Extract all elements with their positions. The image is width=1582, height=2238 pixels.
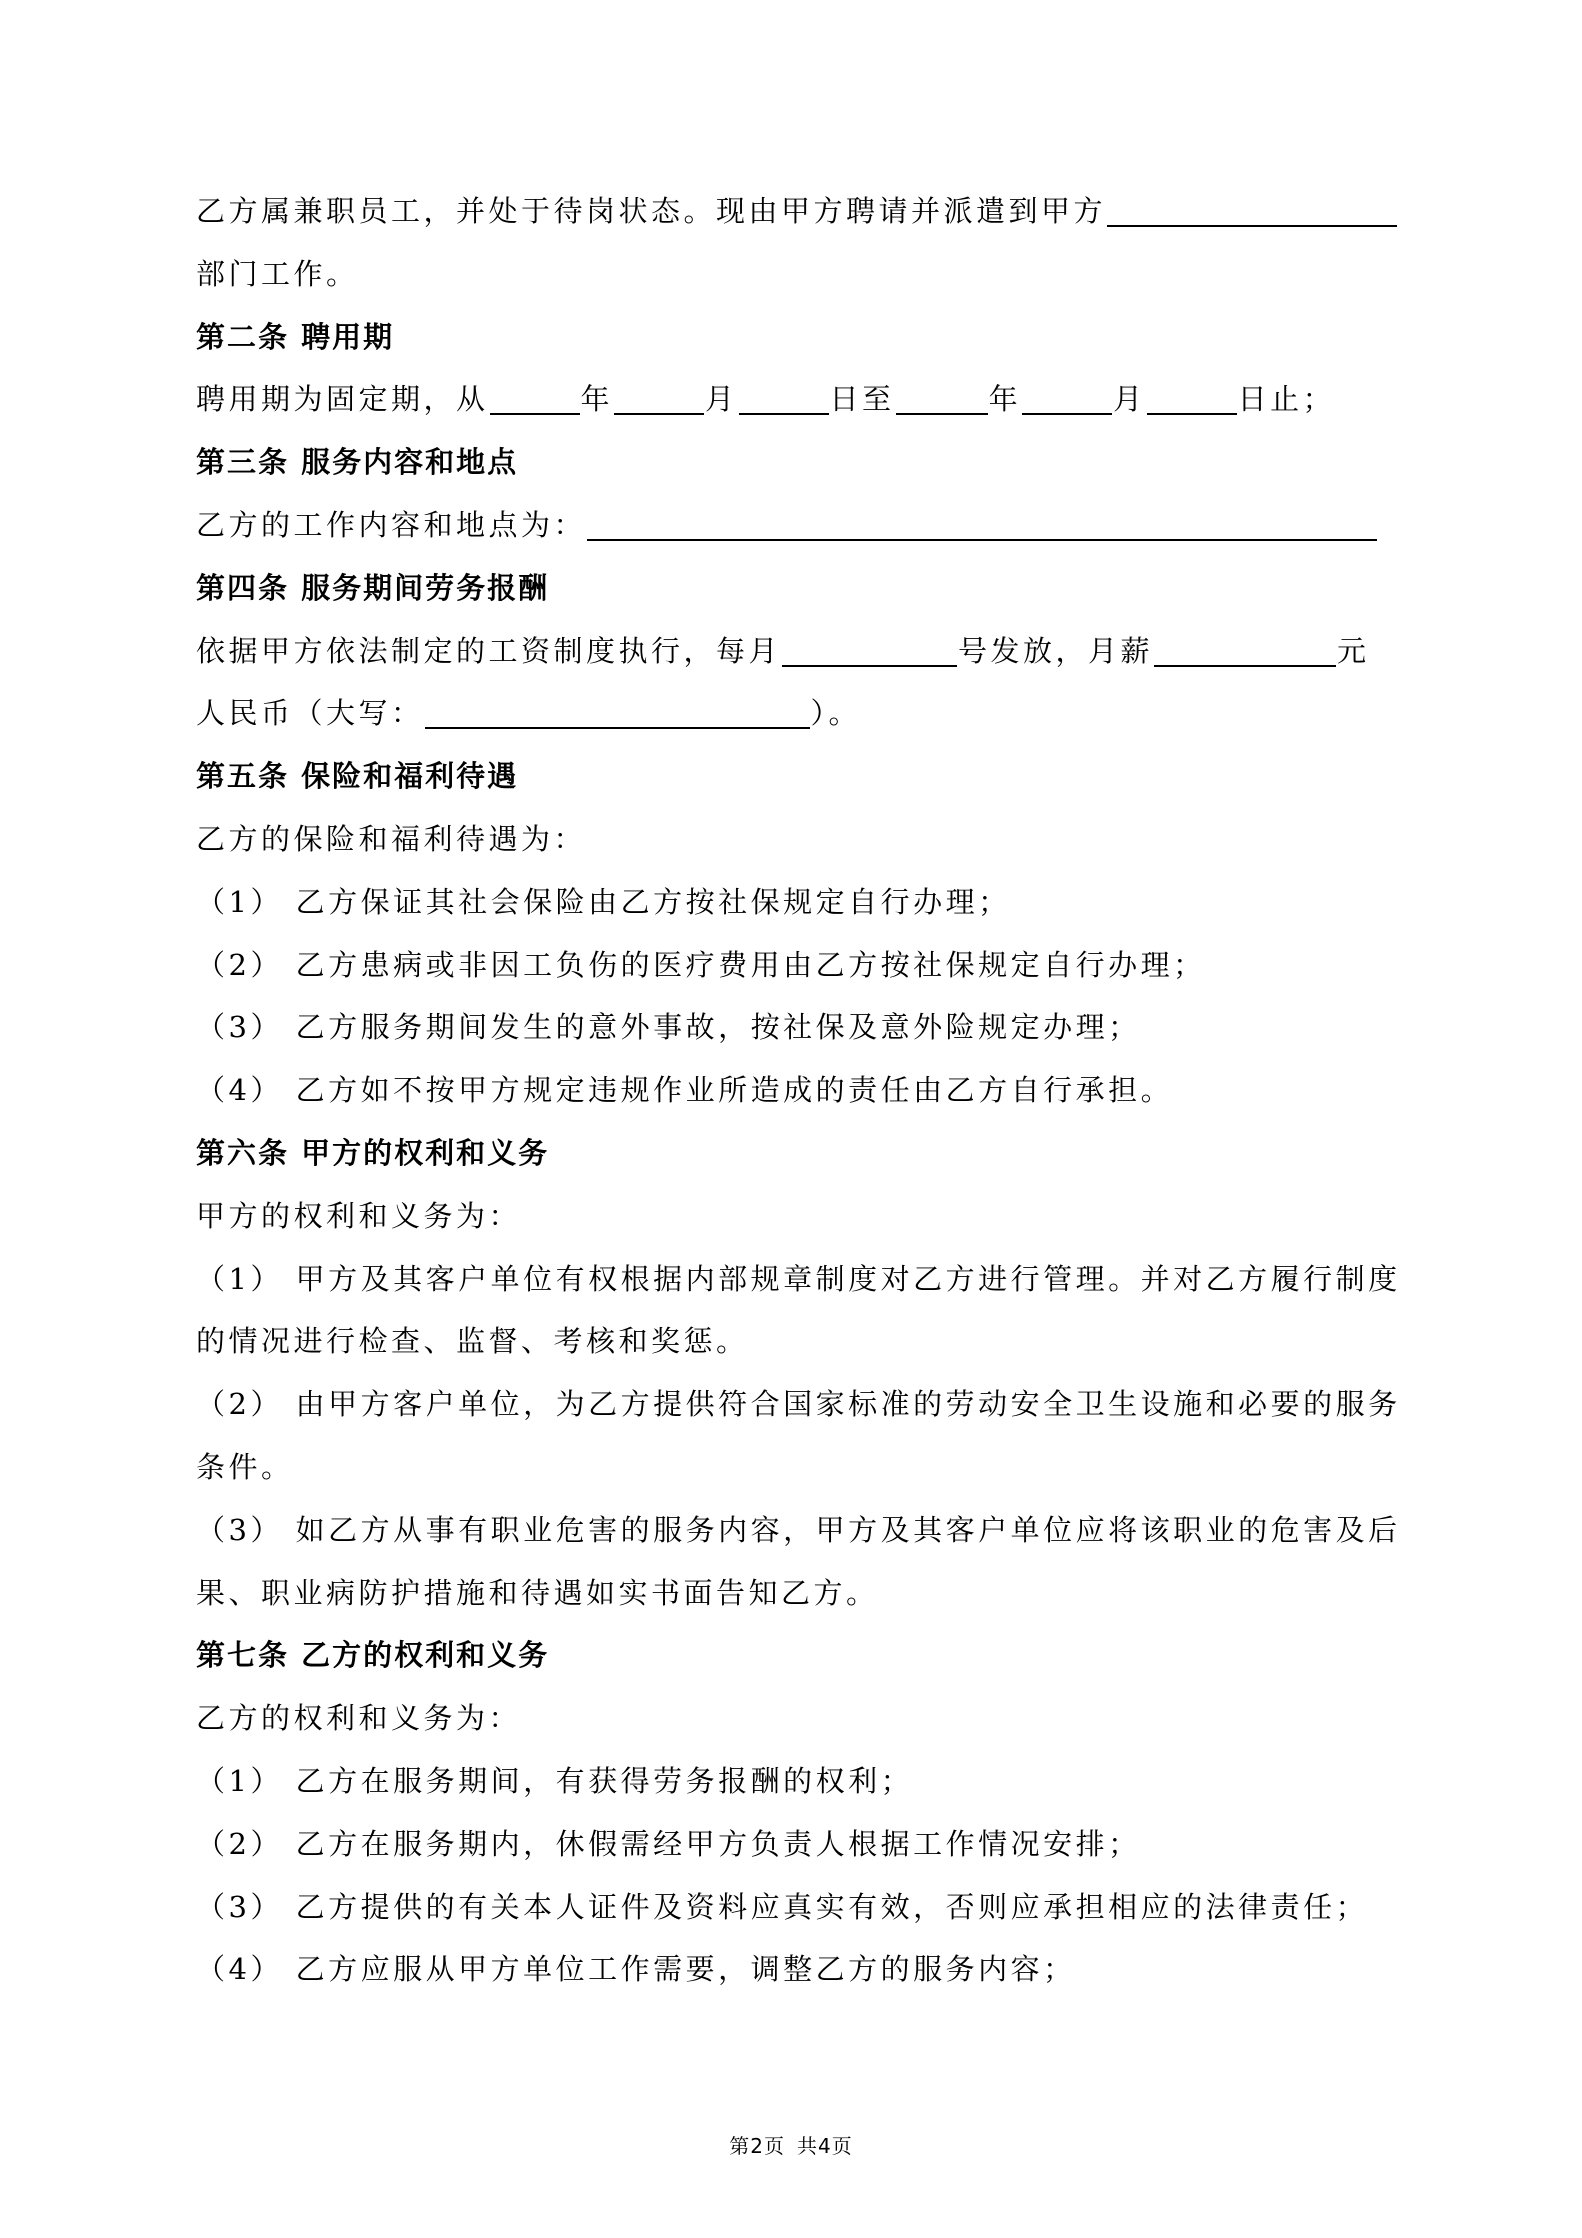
text: 月 bbox=[1113, 382, 1146, 417]
paragraph-line bbox=[196, 180, 1396, 243]
text: 依据甲方依法制定的工资制度执行，每月 bbox=[196, 633, 782, 668]
text: 果、职业病防护措施和待遇如实书面告知乙方。 bbox=[196, 1575, 879, 1610]
text: （1） 乙方保证其社会保险由乙方按社保规定自行办理； bbox=[196, 884, 1011, 919]
text: 乙方的权利和义务为： bbox=[196, 1701, 522, 1736]
blank-end-month[interactable] bbox=[1022, 383, 1112, 415]
section-heading bbox=[196, 557, 1396, 620]
list-item bbox=[196, 1876, 1396, 1939]
text: 甲方的权利和义务为： bbox=[196, 1198, 522, 1233]
list-item-continuation bbox=[196, 1436, 1396, 1499]
heading-text: 第四条 服务期间劳务报酬 bbox=[196, 570, 550, 605]
text: 的情况进行检查、监督、考核和奖惩。 bbox=[196, 1324, 749, 1359]
paragraph-line bbox=[196, 808, 1396, 871]
text: （3） 如乙方从事有职业危害的服务内容，甲方及其客户单位应将该职业的危害及后 bbox=[196, 1512, 1401, 1547]
blank-department-field[interactable] bbox=[1107, 195, 1397, 227]
blank-work-content-location[interactable] bbox=[587, 509, 1377, 541]
text: 乙方的保险和福利待遇为： bbox=[196, 821, 587, 856]
text: （2） 乙方在服务期内，休假需经甲方负责人根据工作情况安排； bbox=[196, 1826, 1141, 1861]
page-total: 共4页 bbox=[797, 2134, 853, 2158]
paragraph-line bbox=[196, 682, 1396, 745]
page-footer bbox=[0, 2130, 1582, 2159]
text: （1） 甲方及其客户单位有权根据内部规章制度对乙方进行管理。并对乙方履行制度 bbox=[196, 1261, 1401, 1296]
heading-text: 第三条 服务内容和地点 bbox=[196, 445, 519, 480]
blank-monthly-salary[interactable] bbox=[1154, 635, 1336, 667]
list-item-continuation bbox=[196, 1310, 1396, 1373]
text: （4） 乙方如不按甲方规定违规作业所造成的责任由乙方自行承担。 bbox=[196, 1073, 1174, 1108]
heading-text: 第二条 聘用期 bbox=[196, 319, 395, 354]
section-heading bbox=[196, 1122, 1396, 1185]
paragraph-line bbox=[196, 620, 1396, 683]
heading-text: 第七条 乙方的权利和义务 bbox=[196, 1638, 550, 1673]
text: 元 bbox=[1337, 633, 1370, 668]
text: 聘用期为固定期，从 bbox=[196, 382, 489, 417]
text: 乙方属兼职员工，并处于待岗状态。现由甲方聘请并派遣到甲方 bbox=[196, 194, 1107, 228]
page-number: 第2页 bbox=[729, 2134, 785, 2158]
text: 部门工作。 bbox=[196, 256, 359, 291]
list-item bbox=[196, 871, 1396, 934]
text: （2） 乙方患病或非因工负伤的医疗费用由乙方按社保规定自行办理； bbox=[196, 947, 1206, 982]
blank-start-day[interactable] bbox=[739, 383, 829, 415]
text: 乙方的工作内容和地点为： bbox=[196, 507, 587, 542]
text: （1） 乙方在服务期间，有获得劳务报酬的权利； bbox=[196, 1763, 914, 1798]
text: 条件。 bbox=[196, 1449, 294, 1484]
text: （4） 乙方应服从甲方单位工作需要，调整乙方的服务内容； bbox=[196, 1952, 1076, 1987]
list-item bbox=[196, 1373, 1401, 1436]
text: 人民币（大写： bbox=[196, 696, 424, 731]
paragraph-line bbox=[196, 243, 1396, 306]
heading-text: 第五条 保险和福利待遇 bbox=[196, 759, 519, 794]
blank-end-day[interactable] bbox=[1147, 383, 1237, 415]
section-heading bbox=[196, 745, 1396, 808]
list-item bbox=[196, 934, 1396, 997]
list-item bbox=[196, 1938, 1396, 2001]
blank-start-month[interactable] bbox=[614, 383, 704, 415]
blank-pay-day[interactable] bbox=[782, 635, 957, 667]
section-heading bbox=[196, 431, 1396, 494]
list-item bbox=[196, 1499, 1401, 1562]
section-heading bbox=[196, 306, 1396, 369]
text: 日至 bbox=[829, 382, 895, 417]
paragraph-line bbox=[196, 1687, 1396, 1750]
document-body bbox=[196, 180, 1401, 2001]
list-item bbox=[196, 1750, 1396, 1813]
text: （2） 由甲方客户单位，为乙方提供符合国家标准的劳动安全卫生设施和必要的服务 bbox=[196, 1387, 1401, 1422]
list-item-continuation bbox=[196, 1562, 1396, 1625]
text: 日止； bbox=[1237, 382, 1336, 417]
text: （3） 乙方提供的有关本人证件及资料应真实有效，否则应承担相应的法律责任； bbox=[196, 1889, 1369, 1924]
list-item bbox=[196, 996, 1396, 1059]
blank-start-year[interactable] bbox=[490, 383, 580, 415]
section-heading bbox=[196, 1624, 1396, 1687]
list-item bbox=[196, 1248, 1401, 1311]
paragraph-line bbox=[196, 1185, 1396, 1248]
text: 号发放，月薪 bbox=[958, 633, 1154, 668]
heading-text: 第六条 甲方的权利和义务 bbox=[196, 1135, 550, 1170]
blank-end-year[interactable] bbox=[896, 383, 988, 415]
text: （3） 乙方服务期间发生的意外事故，按社保及意外险规定办理； bbox=[196, 1010, 1141, 1045]
text: 月 bbox=[705, 382, 738, 417]
text: 年 bbox=[988, 382, 1022, 417]
blank-salary-in-words[interactable] bbox=[425, 697, 810, 729]
text: 年 bbox=[580, 382, 614, 417]
list-item bbox=[196, 1059, 1396, 1122]
text: ）。 bbox=[810, 696, 862, 731]
paragraph-line bbox=[196, 494, 1396, 557]
paragraph-line bbox=[196, 368, 1396, 431]
list-item bbox=[196, 1813, 1396, 1876]
